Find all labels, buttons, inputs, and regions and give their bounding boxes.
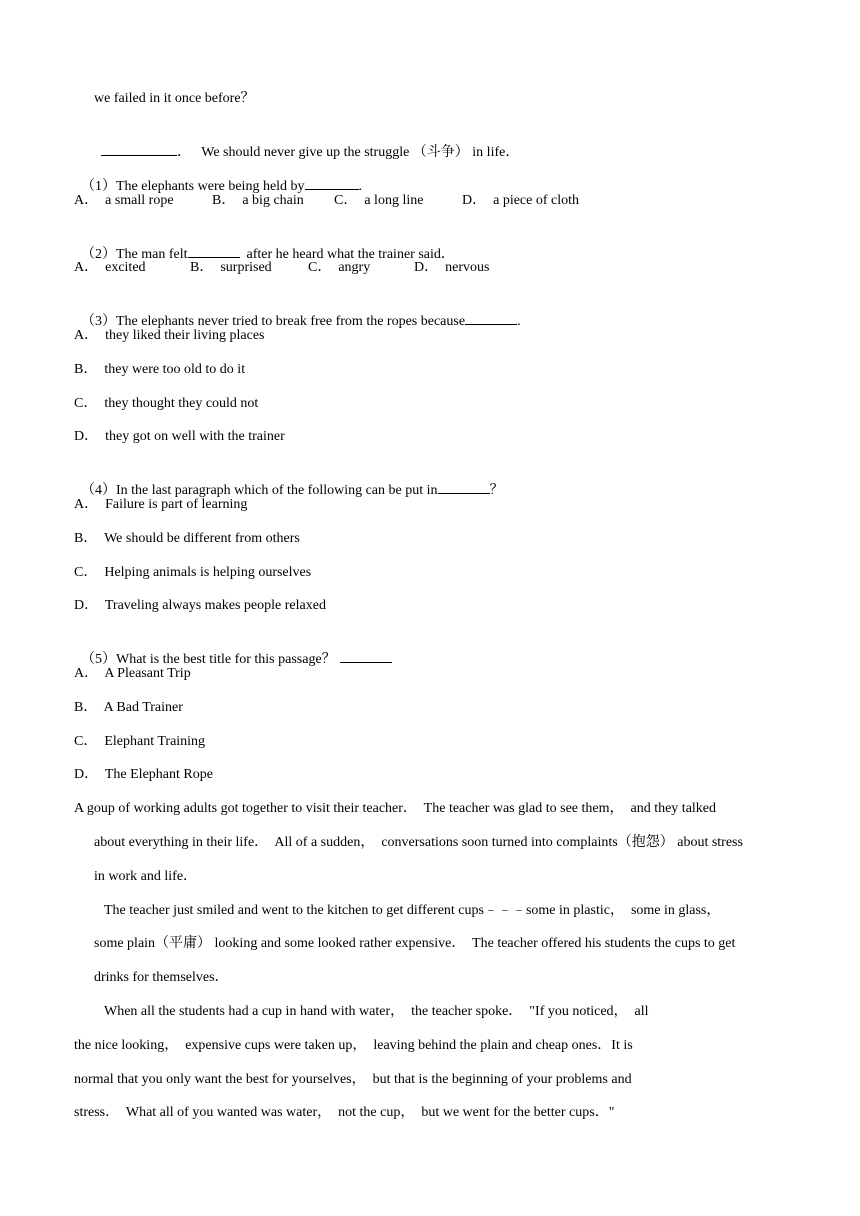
question-5 [74, 631, 392, 669]
question-end: . [517, 314, 521, 329]
question-end: ？ [489, 483, 504, 498]
question-1 [74, 158, 362, 196]
passage-line: in work and life． [94, 869, 198, 884]
question-text: （1）The elephants were being held by [81, 179, 305, 194]
option-a: A． they liked their living places [74, 328, 265, 343]
passage-line: drinks for themselves． [94, 970, 229, 985]
question-text: （2）The man felt [81, 247, 188, 262]
answer-blank [465, 311, 517, 325]
question-end: after he heard what the trainer said． [239, 247, 455, 262]
passage-line: stress． What all of you wanted was water， not the cup， but we went for the better cups．" [74, 1105, 615, 1120]
option-c: C． Elephant Training [74, 734, 206, 749]
question-3 [74, 293, 521, 331]
option-d: D． Traveling always makes people relaxed [74, 598, 326, 613]
passage-line: When all the students had a cup in hand with water， the teacher spoke． "If you noticed， all [104, 1004, 649, 1019]
text-line [94, 124, 519, 162]
option-c: C． a long line [334, 193, 424, 208]
question-text: （3）The elephants never tried to break free from the ropes because [81, 314, 466, 329]
option-d: D． The Elephant Rope [74, 767, 213, 782]
answer-blank [101, 142, 177, 156]
text-line: we failed in it once before？ [94, 91, 255, 106]
option-b: B． they were too old to do it [74, 362, 246, 377]
answer-blank [340, 649, 392, 663]
option-a: A． excited [74, 260, 146, 275]
text-fragment: ． We should never give up the struggle （斗争） in life． [177, 145, 520, 160]
option-b: B． We should be different from others [74, 531, 300, 546]
option-d: D． they got on well with the trainer [74, 429, 285, 444]
option-c: C． angry [308, 260, 371, 275]
question-4 [74, 462, 504, 500]
question-text: （4）In the last paragraph which of the following can be put in [81, 483, 438, 498]
option-c: C． Helping animals is helping ourselves [74, 565, 312, 580]
option-a: A． Failure is part of learning [74, 497, 248, 512]
answer-blank [305, 176, 359, 190]
passage-line: the nice looking， expensive cups were taken up， leaving behind the plain and cheap ones．It is [74, 1038, 633, 1053]
option-b: B． surprised [190, 260, 272, 275]
passage-line: The teacher just smiled and went to the kitchen to get different cups﹣﹣﹣some in plastic， some in glass， [104, 903, 721, 918]
question-text: （5）What is the best title for this passage？ [81, 652, 336, 667]
answer-blank [188, 244, 240, 258]
passage-line: about everything in their life． All of a sudden， conversations soon turned into complaints（抱怨） about stress [94, 835, 743, 850]
option-b: B． A Bad Trainer [74, 700, 183, 715]
option-a: A． a small rope [74, 193, 174, 208]
option-a: A． A Pleasant Trip [74, 666, 191, 681]
passage-line: A goup of working adults got together to visit their teacher． The teacher was glad to see them， and they talked [74, 801, 717, 816]
answer-blank [438, 480, 490, 494]
option-d: D． nervous [414, 260, 490, 275]
passage-line: normal that you only want the best for yourselves， but that is the beginning of your problems and [74, 1072, 632, 1087]
option-d: D． a piece of cloth [462, 193, 580, 208]
option-b: B． a big chain [212, 193, 304, 208]
question-end: . [358, 179, 363, 194]
option-c: C． they thought they could not [74, 396, 259, 411]
passage-line: some plain（平庸） looking and some looked rather expensive． The teacher offered his students the cups to get [94, 936, 736, 951]
